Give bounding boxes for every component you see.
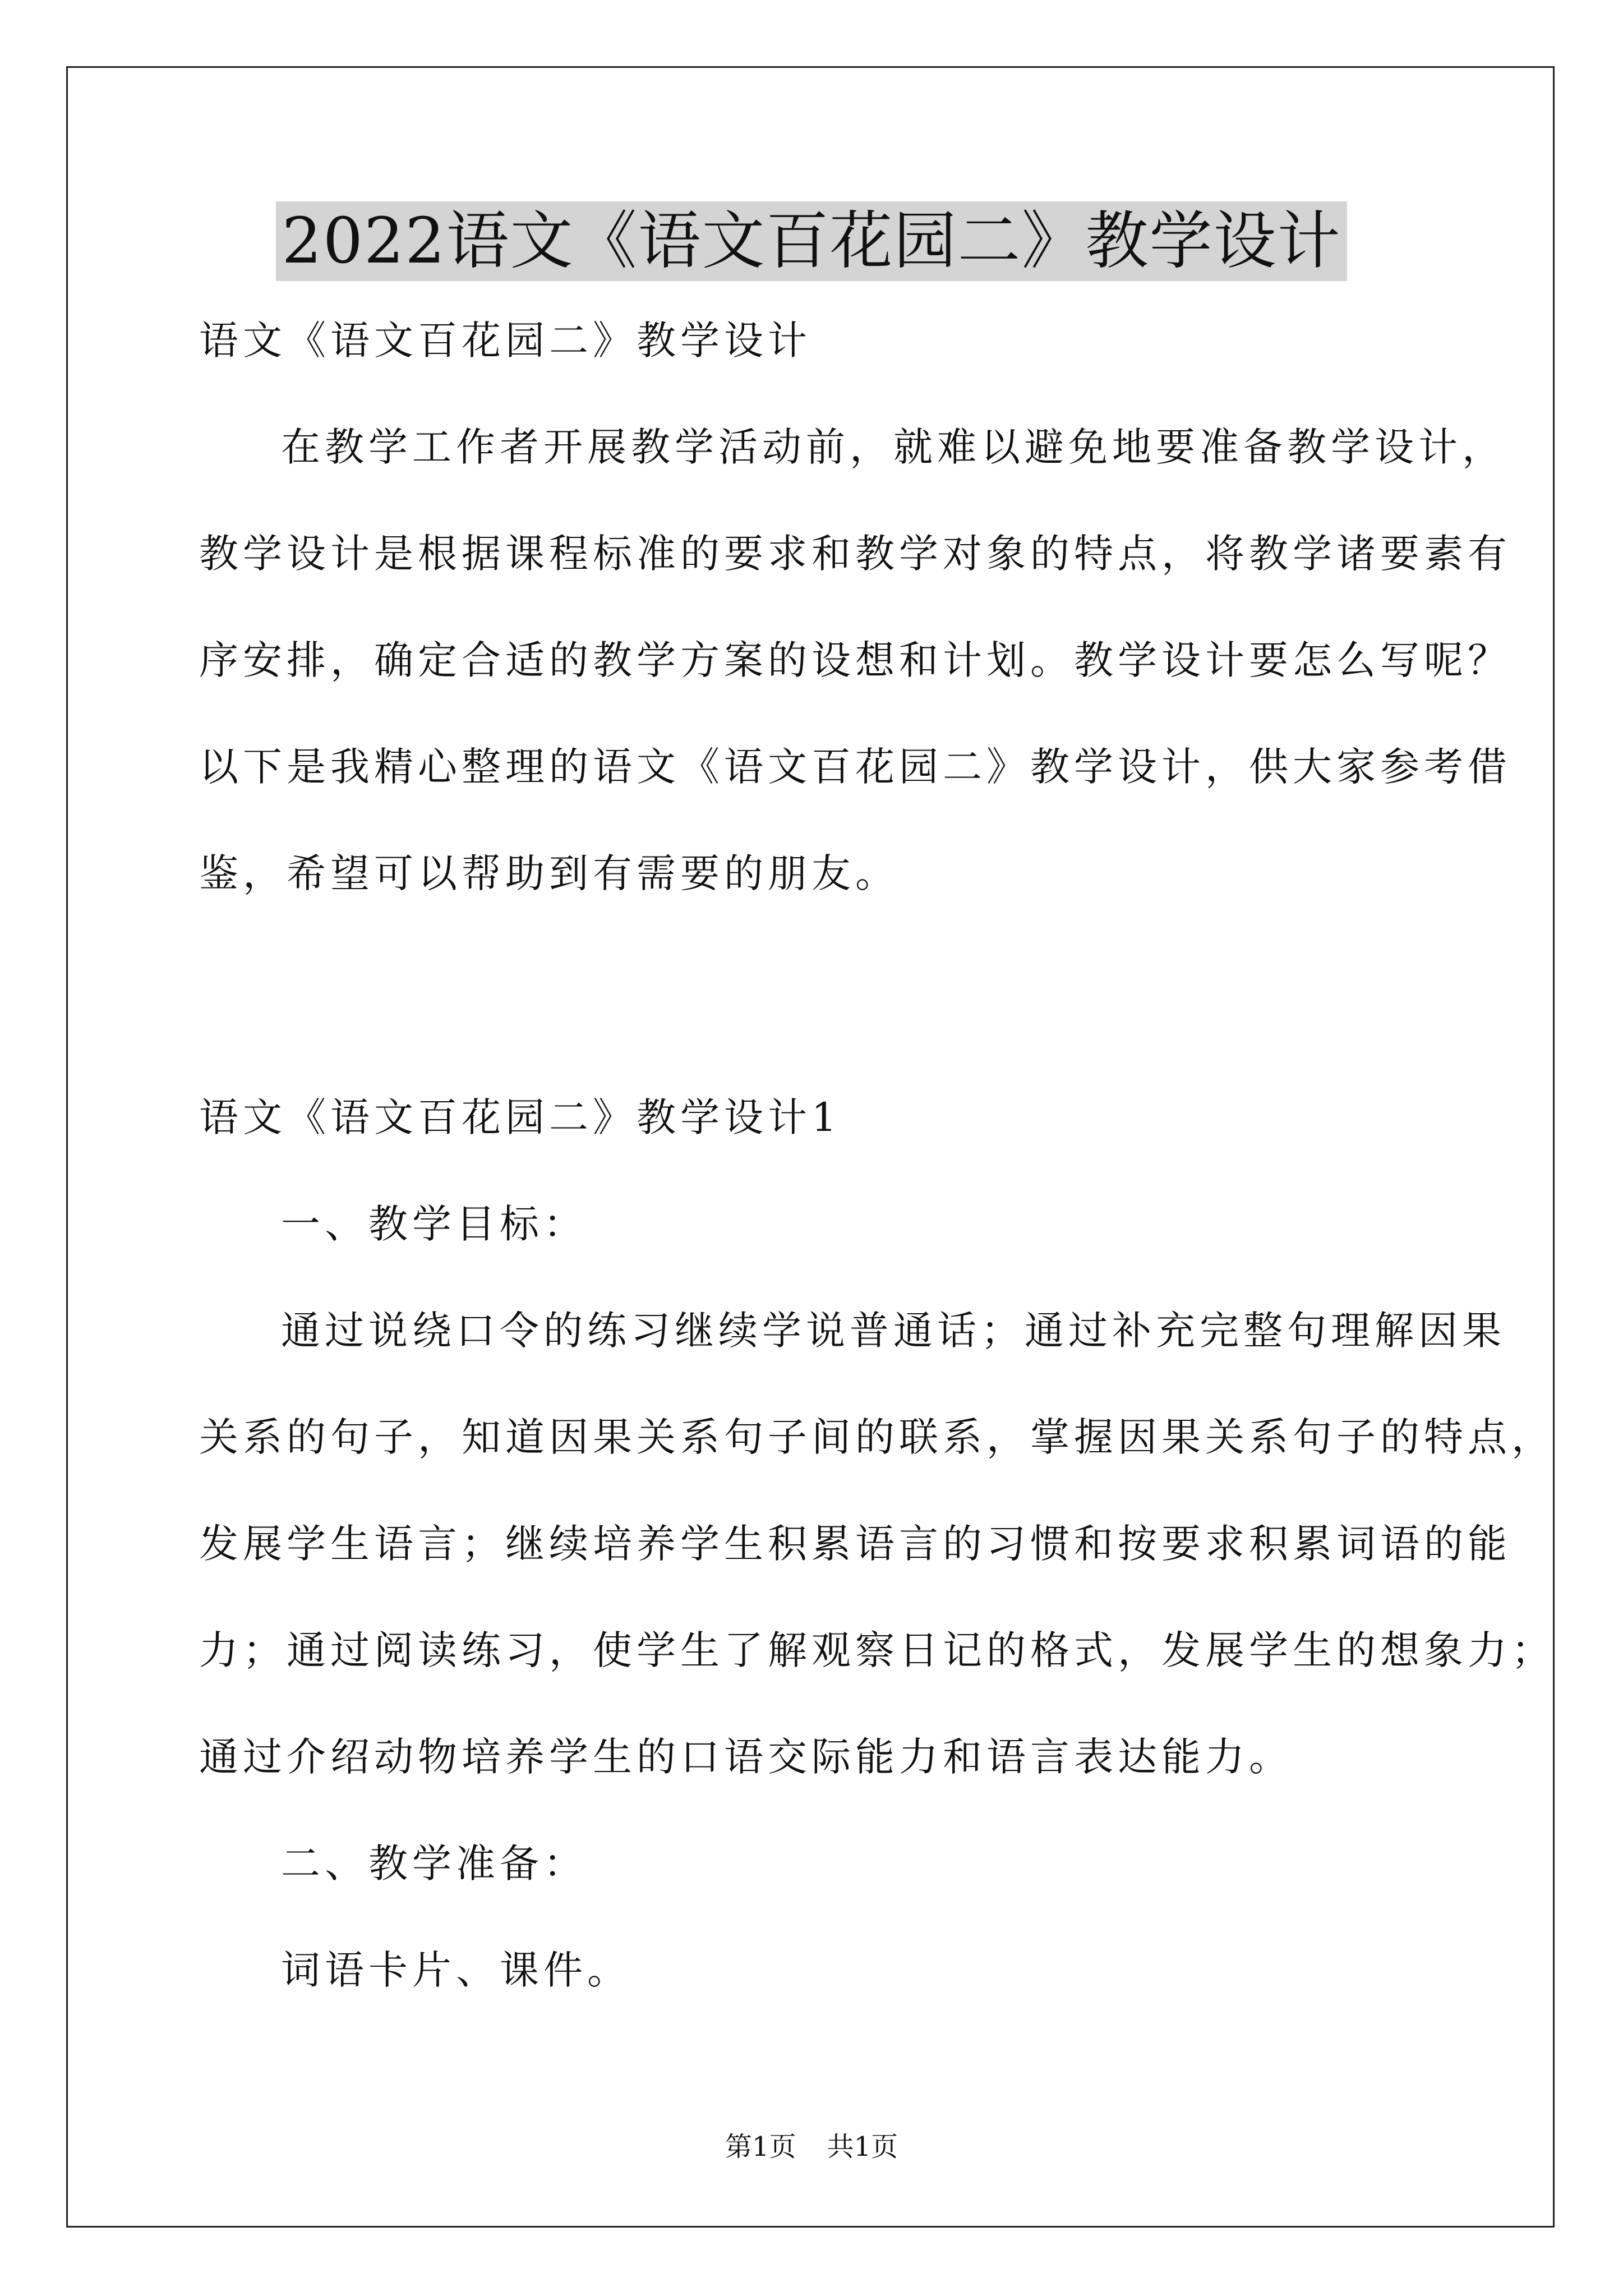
preparation-heading: 二、教学准备：: [281, 1841, 587, 1887]
preparation-text: 词语卡片、课件。: [281, 1947, 631, 1993]
objectives-line-5: 通过介绍动物培养学生的口语交际能力和语言表达能力。: [199, 1734, 1293, 1780]
objectives-line-4: 力；通过阅读练习，使学生了解观察日记的格式，发展学生的想象力；: [199, 1627, 1555, 1673]
objectives-line-3: 发展学生语言；继续培养学生积累语言的习惯和按要求积累词语的能: [199, 1521, 1511, 1567]
document-title: [0, 199, 1623, 283]
page-footer: [0, 2130, 1623, 2164]
intro-line-1: 在教学工作者开展教学活动前，就难以避免地要准备教学设计，: [281, 424, 1506, 470]
objectives-line-2: 关系的句子，知道因果关系句子间的联系，掌握因果关系句子的特点，: [199, 1414, 1555, 1460]
page-number-current: 第1页: [725, 2131, 796, 2162]
intro-line-5: 鉴，希望可以帮助到有需要的朋友。: [199, 850, 899, 896]
section-title: 语文《语文百花园二》教学设计1: [199, 1094, 841, 1140]
document-title-text: 2022语文《语文百花园二》教学设计: [276, 201, 1347, 281]
page-border: [66, 66, 1555, 2228]
page-number-total: 共1页: [827, 2131, 898, 2162]
intro-line-4: 以下是我精心整理的语文《语文百花园二》教学设计，供大家参考借: [199, 744, 1511, 790]
document-subtitle: 语文《语文百花园二》教学设计: [199, 318, 811, 364]
intro-line-2: 教学设计是根据课程标准的要求和教学对象的特点，将教学诸要素有: [199, 531, 1511, 577]
intro-line-3: 序安排，确定合适的教学方案的设想和计划。教学设计要怎么写呢？: [199, 637, 1511, 683]
objectives-heading: 一、教学目标：: [281, 1201, 587, 1247]
objectives-line-1: 通过说绕口令的练习继续学说普通话；通过补充完整句理解因果: [281, 1308, 1506, 1354]
